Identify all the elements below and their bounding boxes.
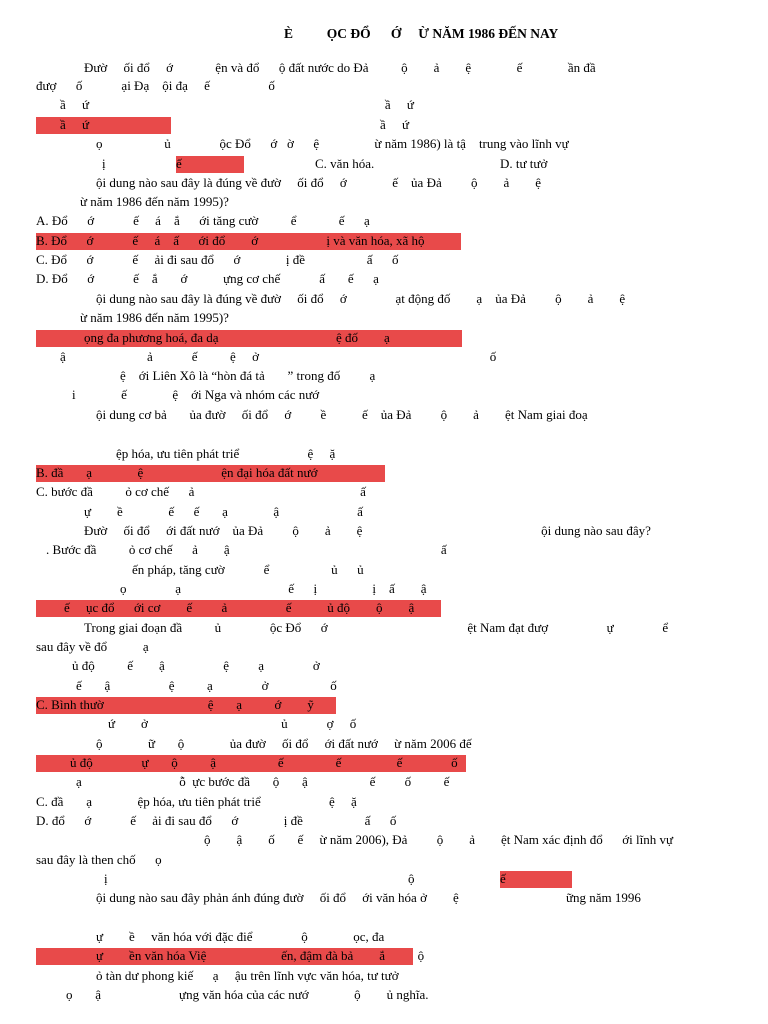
text-line: ự ề văn hóa với đặc điể ộ ọc, đa — [96, 929, 385, 944]
text-line: ế — [176, 156, 182, 171]
text-line: ừ năm 1986 đến năm 1995)? — [80, 310, 229, 325]
text-line: ệp hóa, ưu tiên phát triể ệ ặ — [116, 446, 336, 461]
text-line: ế ậ ệ ạ ở ố — [76, 678, 337, 693]
text-line: D. Đổ ớ ế ắ ớ ựng cơ chế ấ ế ạ — [36, 271, 379, 286]
text-line: ự ền văn hóa Việ ến, đậm đà bả ắ ộ — [96, 948, 425, 963]
text-line: ứ ở ủ ợ ố — [108, 716, 357, 731]
text-line: C. văn hóa. — [315, 156, 375, 171]
text-line: C. đầ ạ ệp hóa, ưu tiên phát triể ệ ặ — [36, 794, 357, 809]
text-line: ầ ứ — [60, 117, 90, 132]
answer-highlight — [36, 117, 171, 134]
text-line: ự ề ế ế ạ ậ ấ — [84, 504, 363, 519]
text-line: ế — [500, 871, 506, 886]
text-line: B. Đổ ớ ế á ấ ới đổ ớ ị và văn hóa, xã hộ — [36, 233, 425, 248]
text-line: C. Đổ ớ ế ải đi sau đổ ớ ị đề ấ ố — [36, 252, 399, 267]
text-line: ạ ỗ ực bước đầ ộ ậ ế ố ế — [76, 774, 450, 789]
text-line: Trong giai đoạn đầ ủ ộc Đổ ớ ệt Nam đạt đượ ự ể — [84, 620, 669, 635]
text-line: ộ ậ ố ế ừ năm 2006), Đả ộ ả ệt Nam xác định đổ ới lĩnh vự — [204, 832, 674, 847]
text-line: . Bước đầ ỏ cơ chế ả ậ ấ — [46, 542, 447, 557]
text-line: C. Bình thườ ệ ạ ớ ỹ — [36, 697, 314, 712]
text-line: ị — [104, 871, 108, 886]
text-line: ủ độ ự ộ ậ ế ế ế ố — [70, 755, 458, 770]
text-line: ội dung cơ bả ủa đườ ối đổ ớ ề ế ủa Đả ộ ả ệt Nam giai đoạ — [96, 407, 588, 422]
text-line: C. bước đầ ỏ cơ chế ả ấ — [36, 484, 366, 499]
text-line: ộ ữ ộ ủa đườ ối đổ ới đất nướ ừ năm 2006 đế — [96, 736, 472, 751]
text-line: ọ ủ ộc Đổ ớ ờ ệ ừ năm 1986) là tậ trung vào lĩnh vự — [96, 136, 569, 151]
text-line: ừ năm 1986 đến năm 1995)? — [80, 194, 229, 209]
text-line: ọng đa phương hoá, đa dạ — [84, 330, 219, 345]
text-line: A. Đổ ớ ế á ắ ới tăng cườ ể ế ạ — [36, 213, 370, 228]
document-title: È ỌC ĐỔ Ớ Ừ NĂM 1986 ĐẾN NAY — [284, 26, 559, 41]
text-line: ỏ tàn dư phong kiế ạ ậu trên lĩnh vực văn hóa, tư tưở — [96, 968, 399, 983]
text-line: D. đổ ớ ế ải đi sau đổ ớ ị đề ấ ố — [36, 813, 397, 828]
answer-highlight — [500, 871, 572, 888]
text-line: ộ — [408, 871, 415, 886]
text-line: ọ ạ ế ị ị ấ ậ — [120, 581, 427, 596]
text-line: D. tư tưở — [500, 156, 548, 171]
text-line: ế ục đổ ới cơ ế ả ế ủ độ ộ ậ — [64, 600, 415, 615]
text-line: ậ ả ế ệ ở ố — [60, 349, 497, 364]
text-line: ến pháp, tăng cườ ể ủ ủ — [132, 562, 364, 577]
text-line: ệ đố ạ — [336, 330, 390, 345]
text-line: đượ ố ại Đạ ội đạ ế ố — [36, 78, 275, 93]
text-line: ệ ới Liên Xô là “hòn đá tả ” trong đố ạ — [120, 368, 376, 383]
text-line: ội dung nào sau đây là đúng về đườ ối đổ ớ ế ủa Đả ộ ả ệ — [96, 175, 542, 190]
text-line: ội dung nào sau đây phản ánh đúng đườ ối đổ ới văn hóa ở ệ ững năm 1996 — [96, 890, 641, 905]
text-line: ủ độ ế ậ ệ ạ ở — [72, 658, 320, 673]
text-line: B. đầ ạ ệ ện đại hóa đất nướ — [36, 465, 318, 480]
text-line: sau đây về đổ ạ — [36, 639, 149, 654]
text-line: i ế ệ ới Nga và nhóm các nướ — [72, 387, 320, 402]
text-line: ội dung nào sau đây là đúng về đườ ối đổ ớ ạt động đố ạ ủa Đả ộ ả ệ — [96, 291, 626, 306]
text-line: ọ ậ ựng văn hóa của các nướ ộ ủ nghĩa. — [66, 987, 429, 1002]
text-line: Đườ ối đổ ớ ện và đổ ộ đất nước do Đả ộ ả ệ ế ần đầ — [84, 60, 596, 75]
answer-highlight — [176, 156, 244, 173]
text-line: ầ ứ — [380, 117, 410, 132]
text-line: sau đây là then chố ọ — [36, 852, 162, 867]
text-line: Đườ ối đổ ới đất nướ ủa Đả ộ ả ệ ội dung nào sau đây? — [84, 523, 651, 538]
text-line: ị — [102, 156, 106, 171]
text-line: ầ ứ ầ ứ — [60, 97, 414, 112]
